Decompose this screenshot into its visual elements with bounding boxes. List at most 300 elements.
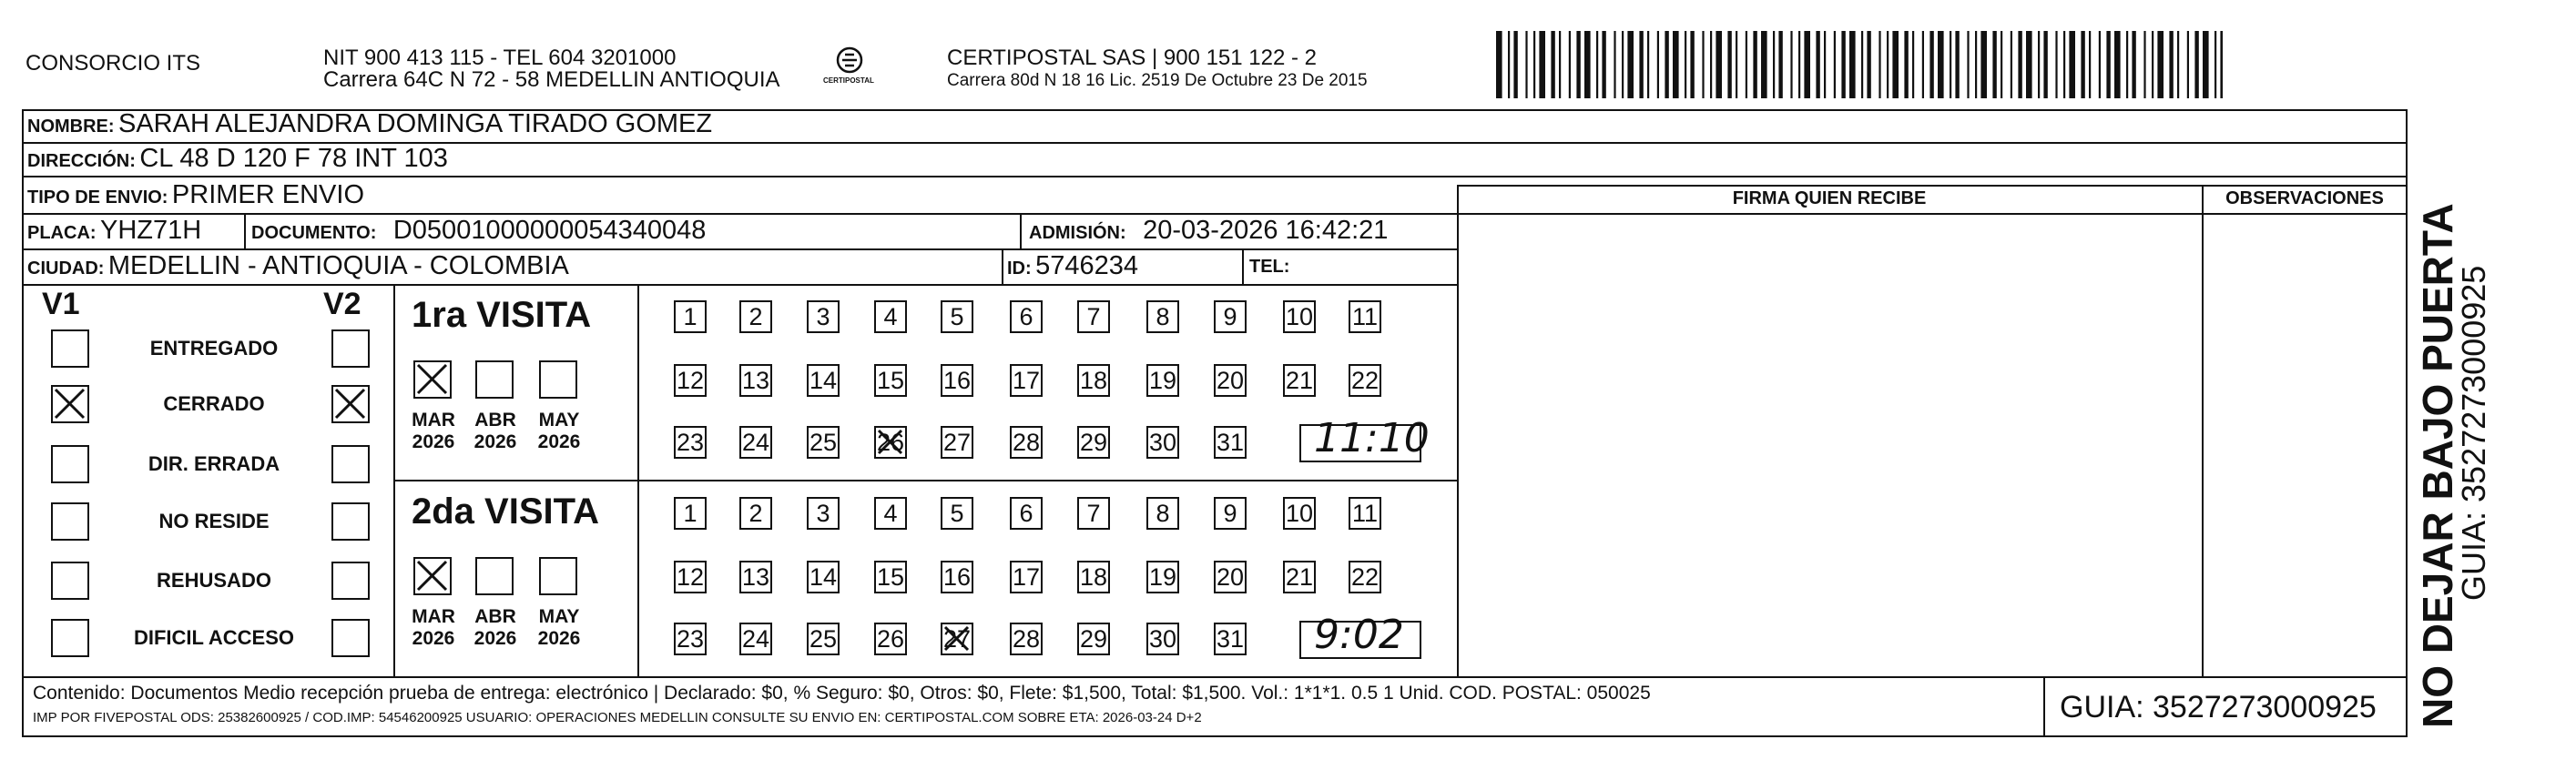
day-box[interactable] [807,623,840,655]
day-box[interactable] [1214,300,1247,333]
month-name: MAY [538,410,580,431]
day-number: 30 [1148,625,1177,653]
day-number: 21 [1285,367,1314,394]
barcode-bar [2038,31,2040,98]
v2-label: V2 [323,287,361,321]
day-number: 20 [1216,367,1245,394]
day-number: 15 [876,367,905,394]
day-box[interactable] [1077,497,1110,530]
day-box[interactable] [1146,300,1179,333]
month-year: 2026 [537,628,581,649]
day-number: 16 [942,367,972,394]
x-mark-icon [876,428,905,457]
time-box[interactable] [1299,612,1421,659]
barcode-bar [2026,31,2032,98]
day-box[interactable] [674,497,707,530]
month-name: ABR [474,410,516,431]
barcode-bar [1685,31,1686,98]
day-number: 23 [676,429,705,456]
day-box[interactable] [1214,561,1247,593]
barcode-bar [1673,31,1679,98]
v1-checkbox[interactable] [51,445,89,483]
v1-checkbox[interactable] [51,502,89,541]
x-mark-icon [415,362,450,397]
divider-observaciones [2202,185,2204,676]
v1-checkbox[interactable] [51,329,89,368]
day-box[interactable] [941,623,973,655]
day-box[interactable] [1146,364,1179,397]
day-number: 2 [748,303,763,330]
barcode-bar [1702,31,1704,98]
day-box[interactable] [1283,497,1316,530]
day-number: 31 [1216,625,1245,653]
month-name: MAY [538,606,580,627]
barcode-bar [1938,31,1944,98]
day-number: 5 [950,303,964,330]
v2-checkbox[interactable] [331,562,370,600]
day-box[interactable] [1349,364,1381,397]
v2-checkbox[interactable] [331,502,370,541]
admision-label: ADMISIÓN: [1029,223,1126,243]
barcode-bar [1887,31,1889,98]
day-number: 25 [809,625,838,653]
day-number: 9 [1223,303,1237,330]
barcode-bar [1841,31,1845,98]
month-label [532,410,586,453]
barcode-bar [2143,31,2145,98]
day-box[interactable] [1214,623,1247,655]
day-number: 7 [1086,500,1101,527]
day-number: 14 [809,563,838,591]
day-box[interactable] [739,561,772,593]
day-number: 26 [876,429,905,456]
x-mark-icon [415,559,450,593]
barcode-bar [1690,31,1694,98]
barcode-bar [1922,31,1924,98]
divider-id [1002,248,1003,284]
day-number: 29 [1079,429,1108,456]
day-number: 15 [876,563,905,591]
day-number: 19 [1148,563,1177,591]
placa-label: PLACA: [27,223,97,243]
day-box[interactable] [674,561,707,593]
v1-label: V1 [42,287,80,321]
day-box[interactable] [1077,623,1110,655]
day-box[interactable] [1077,561,1110,593]
day-number: 9 [1223,500,1237,527]
barcode-bar [2106,31,2110,98]
barcode-bar [2055,31,2057,98]
imp-text: IMP POR FIVEPOSTAL ODS: 25382600925 / COD.IMP: 54546200925 USUARIO: OPERACIONES MEDELLIN CONSULTE SU ENVIO EN: CERTIPOSTAL.COM SOBRE ETA: 2026-03-24 D+2 [33,710,1202,725]
documento-field [251,216,706,246]
line-footer [24,676,2408,678]
line-visits [393,480,1457,481]
day-box[interactable] [807,364,840,397]
day-box[interactable] [1146,497,1179,530]
month-label [468,606,523,650]
admision-field [1029,216,1388,246]
barcode-bar [1716,31,1722,98]
barcode-bar [1761,31,1767,98]
day-box[interactable] [1077,300,1110,333]
day-box[interactable] [1349,300,1381,333]
barcode-bar [2043,31,2047,98]
month-year: 2026 [412,431,455,452]
contenido-text: Contenido: Documentos Medio recepción prueba de entrega: electrónico | Declarado: $0, % Seguro: $0, Otros: $0, Flete: $1,500, Total: $1,500. Vol.: 1*1*1. 0.5 1 Unid. COD. POSTAL: 050025 [33,683,1651,704]
barcode-bar [1539,31,1545,98]
day-number: 10 [1285,303,1314,330]
day-number: 28 [1012,429,1041,456]
day-number: 16 [942,563,972,591]
barcode-bar [2099,31,2101,98]
day-box[interactable] [1010,497,1043,530]
tipo-field [27,180,364,210]
day-box[interactable] [874,497,907,530]
status-label: DIFICIL ACCESO [133,626,294,649]
side-warning: NO DEJAR BAJO PUERTA [2414,203,2461,728]
day-box[interactable] [1146,623,1179,655]
barcode-bar [1967,31,1969,98]
certipostal-line: CERTIPOSTAL SAS | 900 151 122 - 2 [947,46,1317,70]
day-number: 11 [1351,500,1379,527]
month-year: 2026 [412,628,455,649]
license-line: Carrera 80d N 18 16 Lic. 2519 De Octubre 23 De 2015 [947,71,1368,90]
day-box[interactable] [1146,561,1179,593]
day-box[interactable] [1283,300,1316,333]
barcode-bar [1980,31,1987,98]
barcode-bar [1559,31,1561,98]
day-box[interactable] [1077,364,1110,397]
day-box[interactable] [1010,623,1043,655]
day-number: 17 [1012,367,1041,394]
status-label: ENTREGADO [149,337,279,360]
id-label: ID: [1007,258,1032,279]
barcode-bar [1727,31,1731,98]
day-number: 17 [1012,563,1041,591]
x-mark-icon [333,387,368,421]
barcode-bar [1736,31,1737,98]
day-box[interactable] [807,300,840,333]
barcode-bar [2089,31,2091,98]
month-checkbox[interactable] [539,557,577,595]
day-box[interactable] [739,497,772,530]
nombre-field [27,109,712,139]
barcode-bar [1816,31,1819,98]
barcode-bar [2126,31,2128,98]
observaciones-header: OBSERVACIONES [2225,188,2384,208]
day-number: 4 [883,303,898,330]
nit-line: NIT 900 413 115 - TEL 604 3201000 [323,46,677,70]
day-box[interactable] [739,300,772,333]
barcode-bar [1665,31,1668,98]
day-box[interactable] [1214,364,1247,397]
barcode-bar [1992,31,1996,98]
divider-admision [1020,213,1022,248]
v2-checkbox[interactable] [331,329,370,368]
barcode-bar [1950,31,1951,98]
day-number: 12 [676,367,705,394]
day-box[interactable] [807,497,840,530]
barcode-bar [1849,31,1856,98]
placa-field [27,216,201,246]
placa-value: YHZ71H [100,216,202,245]
day-number: 7 [1086,303,1101,330]
day-number: 3 [816,303,830,330]
day-box[interactable] [674,426,707,459]
day-box[interactable] [1214,497,1247,530]
day-box[interactable] [1349,497,1381,530]
day-number: 10 [1285,500,1314,527]
direccion-value: CL 48 D 120 F 78 INT 103 [139,144,448,173]
day-number: 24 [741,625,770,653]
v2-checkbox[interactable] [331,619,370,657]
barcode-bar [1525,31,1527,98]
day-box[interactable] [874,426,907,459]
line-tipo [24,213,1457,215]
month-year: 2026 [473,628,517,649]
barcode [1496,31,2223,98]
barcode-bar [1647,31,1649,98]
divider-firma [1457,185,1459,676]
day-box[interactable] [874,300,907,333]
day-number: 18 [1079,367,1108,394]
day-number: 14 [809,367,838,394]
line-col-bottom [1457,213,2408,215]
barcode-bar [2187,31,2189,98]
month-name: ABR [474,606,516,627]
v2-checkbox[interactable] [331,385,370,423]
firma-header: FIRMA QUIEN RECIBE [1732,188,1927,208]
month-checkbox[interactable] [539,360,577,399]
day-number: 8 [1156,303,1170,330]
handwritten-time: 11:10 [1314,415,1430,461]
day-box[interactable] [674,623,707,655]
divider-placa [244,213,246,248]
barcode-bar [1975,31,1977,98]
barcode-bar [2220,31,2223,98]
barcode-bar [1496,31,1502,98]
barcode-bar [1955,31,1959,98]
day-box[interactable] [1146,426,1179,459]
status-label: NO RESIDE [158,510,270,532]
day-box[interactable] [1010,561,1043,593]
day-number: 23 [676,625,705,653]
barcode-bar [1798,31,1800,98]
day-box[interactable] [874,561,907,593]
barcode-bar [1627,31,1634,98]
day-number: 30 [1148,429,1177,456]
barcode-bar [2177,31,2179,98]
day-number: 26 [876,625,905,653]
day-number: 27 [942,625,972,653]
day-number: 12 [676,563,705,591]
barcode-bar [2001,31,2002,98]
day-number: 28 [1012,625,1041,653]
day-box[interactable] [1283,364,1316,397]
day-box[interactable] [674,364,707,397]
day-box[interactable] [807,426,840,459]
logo-text: CERTIPOSTAL [823,76,874,85]
barcode-bar [2152,31,2153,98]
barcode-bar [1746,31,1747,98]
day-number: 4 [883,500,898,527]
barcode-bar [1569,31,1571,98]
company-address: Carrera 64C N 72 - 58 MEDELLIN ANTIOQUIA [323,67,780,92]
month-year: 2026 [473,431,517,452]
month-label [532,606,586,650]
day-number: 25 [809,429,838,456]
barcode-bar [2063,31,2065,98]
v1-checkbox[interactable] [51,562,89,600]
month-name: MAR [412,410,455,431]
day-box[interactable] [874,364,907,397]
day-number: 22 [1350,367,1380,394]
visit-title: 2da VISITA [412,491,599,532]
day-box[interactable] [941,364,973,397]
day-number: 8 [1156,500,1170,527]
time-box[interactable] [1299,415,1430,462]
month-checkbox[interactable] [413,557,452,595]
barcode-bar [1753,31,1756,98]
day-box[interactable] [941,497,973,530]
id-field [1007,251,1138,281]
ciudad-field [27,251,569,281]
barcode-bar [1879,31,1880,98]
month-checkbox[interactable] [413,360,452,399]
month-name: MAR [412,606,455,627]
barcode-bar [2215,31,2216,98]
barcode-bar [2011,31,2012,98]
month-checkbox[interactable] [475,557,514,595]
barcode-bar [1513,31,1517,98]
barcode-bar [1602,31,1605,98]
day-box[interactable] [1283,561,1316,593]
month-label [468,410,523,453]
barcode-bar [1804,31,1810,98]
barcode-bar [1773,31,1775,98]
day-box[interactable] [1349,561,1381,593]
tipo-label: TIPO DE ENVIO: [27,187,168,208]
day-number: 24 [741,429,770,456]
documento-label: DOCUMENTO: [251,223,377,243]
day-number: 31 [1216,429,1245,456]
barcode-bar [1904,31,1908,98]
v2-checkbox[interactable] [331,445,370,483]
barcode-bar [1892,31,1899,98]
barcode-bar [2157,31,2164,98]
month-label [406,410,461,453]
v1-checkbox[interactable] [51,619,89,657]
v1-checkbox[interactable] [51,385,89,423]
day-number: 13 [741,367,770,394]
day-box[interactable] [941,561,973,593]
day-number: 6 [1019,303,1033,330]
day-number: 5 [950,500,964,527]
line-ciudad [24,284,1457,286]
tipo-value: PRIMER ENVIO [171,180,365,209]
day-box[interactable] [674,300,707,333]
day-number: 20 [1216,563,1245,591]
divider-tel [1242,248,1244,284]
day-number: 1 [683,303,697,330]
day-box[interactable] [874,623,907,655]
day-number: 13 [741,563,770,591]
month-checkbox[interactable] [475,360,514,399]
barcode-bar [1834,31,1836,98]
x-mark-icon [942,624,972,653]
barcode-bar [1584,31,1591,98]
month-year: 2026 [537,431,581,452]
day-number: 1 [683,500,697,527]
barcode-bar [1912,31,1914,98]
barcode-bar [1929,31,1933,98]
day-box[interactable] [1214,426,1247,459]
day-box[interactable] [941,426,973,459]
day-number: 27 [942,429,972,456]
month-label [406,606,461,650]
ciudad-label: CIUDAD: [27,258,105,279]
line-direccion [24,176,2408,177]
day-box[interactable] [807,561,840,593]
barcode-bar [2203,31,2209,98]
tel-label: TEL: [1249,257,1290,277]
day-box[interactable] [739,623,772,655]
nombre-label: NOMBRE: [27,117,115,137]
handwritten-time: 9:02 [1314,612,1404,658]
barcode-bar [1778,31,1782,98]
barcode-bar [1596,31,1598,98]
nombre-value: SARAH ALEJANDRA DOMINGA TIRADO GOMEZ [118,109,713,138]
direccion-field [27,144,448,174]
day-box[interactable] [1010,300,1043,333]
day-box[interactable] [941,300,973,333]
status-label: CERRADO [163,392,265,415]
x-mark-icon [53,387,87,421]
divider-footer-guia [2043,676,2045,737]
direccion-label: DIRECCIÓN: [27,151,136,171]
day-box[interactable] [739,364,772,397]
barcode-bar [1710,31,1712,98]
barcode-bar [1639,31,1643,98]
barcode-bar [1622,31,1624,98]
barcode-bar [1614,31,1615,98]
documento-value: D05001000000054340048 [392,216,707,245]
day-box[interactable] [1010,426,1043,459]
day-number: 3 [816,500,830,527]
barcode-bar [1867,31,1870,98]
barcode-bar [2069,31,2075,98]
day-number: 11 [1351,303,1379,330]
barcode-bar [1790,31,1792,98]
day-box[interactable] [739,426,772,459]
status-label: REHUSADO [157,569,271,592]
day-number: 18 [1079,563,1108,591]
day-number: 22 [1350,563,1380,591]
certipostal-logo [823,42,874,96]
barcode-bar [1508,31,1510,98]
day-number: 19 [1148,367,1177,394]
barcode-bar [2018,31,2021,98]
day-box[interactable] [1010,364,1043,397]
day-number: 29 [1079,625,1108,653]
barcode-bar [1657,31,1659,98]
status-label: DIR. ERRADA [148,452,280,475]
day-box[interactable] [1077,426,1110,459]
day-number: 21 [1285,563,1314,591]
side-guia: GUIA: 3527273000925 [2455,265,2492,601]
barcode-bar [1533,31,1535,98]
barcode-bar [1576,31,1580,98]
